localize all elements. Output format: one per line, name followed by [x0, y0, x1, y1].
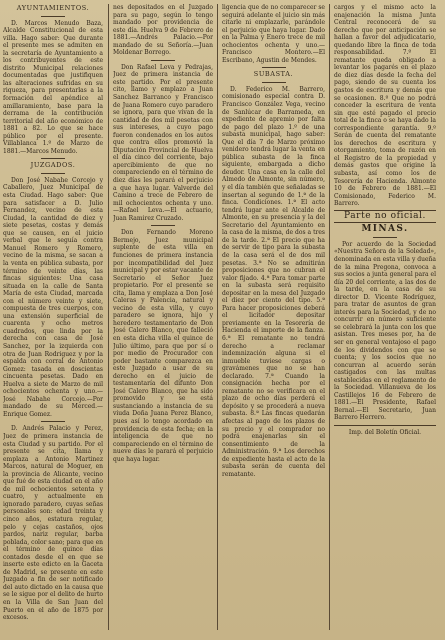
divider — [262, 82, 286, 83]
printer-imprint: Imp. del Boletín Oficial. — [348, 428, 422, 436]
column-rule — [217, 4, 218, 630]
section-heading-minas: MINAS. — [361, 224, 409, 235]
section-heading-juzgados: JUZGADOS. — [30, 161, 76, 170]
notice-juez-primera-instancia: D. Andrés Palacio y Perez, Juez de primera instancia de esta Ciudad y su partido. Por el presente se cita, llama y emplaza a Antonio Martinez Marcos, natural de Moguer, en la provincia de Alicante, vecino que fué de esta ciudad en el año de mil ochocientos setenta y cuatro, y actualmente en ignorado paradero, cuyas señas personales son: edad treinta y cinco años, estatura regular, pelo y cejas castaños, ojos pardos, nariz regular, barba poblada, color sano; para que en el término de quince días contados desde el en que se inserte este edicto en la Gaceta de Madrid, se presente en este Juzgado a fin de ser notificado del auto dictado en la causa que se le sigue por el delito de hurto en la Villa de San Juan del Puerto en el año de 1875 por excesos. — [3, 425, 103, 622]
notice-subasta: D. Federico M. Barrero, comisionado especial contra D. Francisco González Vega, vecino de Sanlúcar de Barrameda, en expediente de apremio por falta de pago del plazo 1.º de una subasta municipal, hago saber: Que el día 7 de Marzo próximo venidero tendrá lugar la venta en pública subasta de la finca siguiente, embargada a dicho deudor. Una casa en la calle del Almedo de Almonte, sin número, y el día también que señaladas se insertan al segundo de 1.ª de la finca. Condiciones. 1.ª El acto tendrá lugar ante el Alcalde de Almonte, en su presencia y la del Secretario del Ayuntamiento en la casa de la misma, de dos a tres de la tarde. 2.ª El precio que ha de servir de tipo para la subasta de la casa será el de dos mil pesetas. 3.ª No se admitirán proposiciones que no cubran el valor fijado. 4.ª Para tomar parte en la subasta será requisito depositar en la mesa del Juzgado el diez por ciento del tipo. 5.ª Para hacer proposiciones deberá el licitador depositar previamente en la Tesorería de Hacienda el importe de la fianza. 6.ª El rematante no tendrá derecho a reclamar indemnización alguna si el inmueble tuviese cargas o gravámenes que no se han declarado. 7.ª Cuando la consignación hecha por el rematante no se verificara en el plazo de ocho días perderá el depósito y se procederá a nueva subasta. 8.ª Las fincas quedarán afectas al pago de los plazos de su precio y el comprador no podrá enajenarlas sin el consentimiento de la Administración. 9.ª Los derechos de expediente hasta el acto de la subasta serán de cuenta del rematante. — [222, 85, 325, 478]
section-banner-parte-no-oficial: Parte no oficial. — [334, 210, 436, 224]
column-3 — [222, 4, 325, 634]
divider — [262, 67, 286, 68]
divider — [41, 158, 65, 159]
notice-minas: Por acuerdo de la Sociedad «Nuestra Señora de la Soledad», denominada en esta villa y dueña de la mina Pregona, convoca a sus socios a junta general para el día 20 del corriente, a las dos de la tarde, en la casa de su director D. Vicente Rodríguez, para tratar de asuntos de gran interés para la Sociedad, y de no concurrir en número suficiente se celebrará la junta con los que asistan. Tres meses por, ha de ser en general ventajoso el pago de los dividendos con que se cuenta; y los socios que no concurran al acuerdo serán castigados con las multas establecidas en el reglamento de la Sociedad. Villanueva de los Castillejos 16 de Febrero de 1881.—El Presidente, Rafael Bernal.—El Secretario, Juan Barrero Herrero. — [334, 240, 436, 422]
notice-valverde: Don Rafael Leva y Pedrajas, Juez de primera instancia de este partido. Por el presente cito, llamo y emplazo a Juan Sanchez Barranco y Francisco de Juana Romero cuyo paradero se ignora, para que vivan de la cantidad de dos mil pesetas con sus intereses, a cuyo pago fueron condenados en los autos que contra ellos promovió la Diputación Provincial de Huelva el día cinco del corriente, bajo apercibimiento de que no compareciendo en el término de diez días les parará el perjuicio a que haya lugar. Valverde del Camino a trece de Febrero de mil ochocientos ochenta y uno.—Rafael Leva.—El actuario, Juan Ramirez Cruzado. — [113, 63, 213, 222]
notice-juzgado-municipal: Don José Nabahe Corcejo y Caballero, Juez Municipal de esta Ciudad. Hago saber: Que para satisfacer a D. Julio Fernandez, vecino de esta Ciudad, la cantidad de diez y siete pesetas, costas y demás que se causen, en el juicio verbal que le seguía contra Manuel Romero y Romero, vecino de la misma, se sacan a la venta en pública subasta, por término de veinte días, las fincas siguientes: Una casa situada en la calle de Santa María de esta Ciudad, marcada con el número veinte y siete, compuesta de tres cuerpos, con una extensión superficial de cuarenta y ocho metros cuadrados, que linda por la derecha con casa de José Sanchez, por la izquierda con otra de Juan Rodriguez y por la espalda con corral de Antonio Gomez: tasada en doscientas cincuenta pesetas. Dado en Huelva a siete de Marzo de mil ochocientos ochenta y uno.—José Nabahe Corcejo.—Por mandado de su Merced.—Enrique Gomez. — [3, 176, 103, 418]
notice-juez-suplente: Don Fernando Moreno Bermejo, Juez municipal suplente de esta villa en funciones de primera instancia por incompatibilidad del Juez municipal y por estar vacante de Secretario el Señor Juez propietario. Por el presente se cita, llama y emplaza a Don José Caleras y Palencia, natural y vecino de esta villa, y cuyo paradero se ignora, hijo y heredero testamentario de Don José Calero Blanco, que falleció en esta dicha villa el quince de Julio último, para que por sí o por medio de Procurador con poder bastante comparezca en este Juzgado a usar de su derecho en el juicio de testamentaría del difunto Don José Calero Blanco, que ha sido promovido y se está sustanciando a instancia de su viuda Doña Juana Perez Blanco, pues así lo tengo acordado en providencia de esta fecha; en la inteligencia de que no compareciendo en el término de nueve días le parará el perjuicio que haya lugar. — [113, 229, 213, 463]
divider — [373, 237, 397, 238]
divider — [151, 225, 175, 226]
notice-continuation: ligencia que de no comparecer se seguirá adelante el juicio sin más citarle ni emplazarle, parándole el perjuicio que haya lugar. Dado en la Palma y Enero trece de mil ochocientos ochenta y uno.—Francisco Montero.—El Escribano, Agustin de Mendes. — [222, 4, 325, 64]
section-heading-ayuntamientos: AYUNTAMIENTOS. — [16, 4, 90, 12]
column-1 — [3, 4, 103, 634]
column-rule — [329, 4, 330, 630]
divider — [41, 421, 65, 422]
section-heading-subasta: SUBASTA. — [253, 70, 294, 79]
divider — [334, 425, 436, 426]
column-4 — [334, 4, 436, 634]
notice-continuation: nes depositados en el Juzgado para su pago, según lo tengo mandado por providencia de este día. Huelva 9 de Febrero de 1881.—Andrés Palacio.—Por mandado de su Señoría.—Juan Moldenar Borrego. — [113, 4, 213, 57]
notice-continuation: cargos y el mismo acto la enajenación la misma Junta Central reconocerá de su derecho que por anticipación se hallan a favor del adjudicatario, quedando libre la finca de toda responsabilidad. 7.º El rematante queda obligado a levantar los pagarés en el plazo de diez días desde la fecha del pago, siendo de su cuenta los gastos de escritura y demás que se ocasionen. 8.º Que no podrá conceder la escritura de venta sin que esté pagado el precio total de la finca o se haya dado la correspondiente garantía. 9.º Serán de cuenta del rematante los derechos de escritura y otorgamiento, toma de razón en el Registro de la propiedad y demás gastos que origine la subasta, así como los de Tesorería de Hacienda. Almonte 10 de Febrero de 1881.—El Comisionado, Federico M. Barrero. — [334, 4, 436, 208]
notice-villablanca: D. Marcos Menudo Baza, Alcalde Constitucional de esta villa. Hago saber: Que durante el presente mes se admiten en la secretaría de Ayuntamiento a los contribuyentes de este distrito Municipal relaciones documentadas que justifiquen las alteraciones sufridas en su riqueza, para presentarlas a la formación del apéndice al amillaramiento, base para la derrama de la contribución territorial del año económico de 1881 a 82. Lo que se hace público por el presente. Villablanca 1.º de Marzo de 1881.—Marcos Menudo. — [3, 19, 103, 155]
column-2 — [113, 4, 213, 634]
divider — [41, 16, 65, 17]
divider — [151, 60, 175, 61]
column-rule — [108, 4, 109, 630]
divider — [41, 173, 65, 174]
